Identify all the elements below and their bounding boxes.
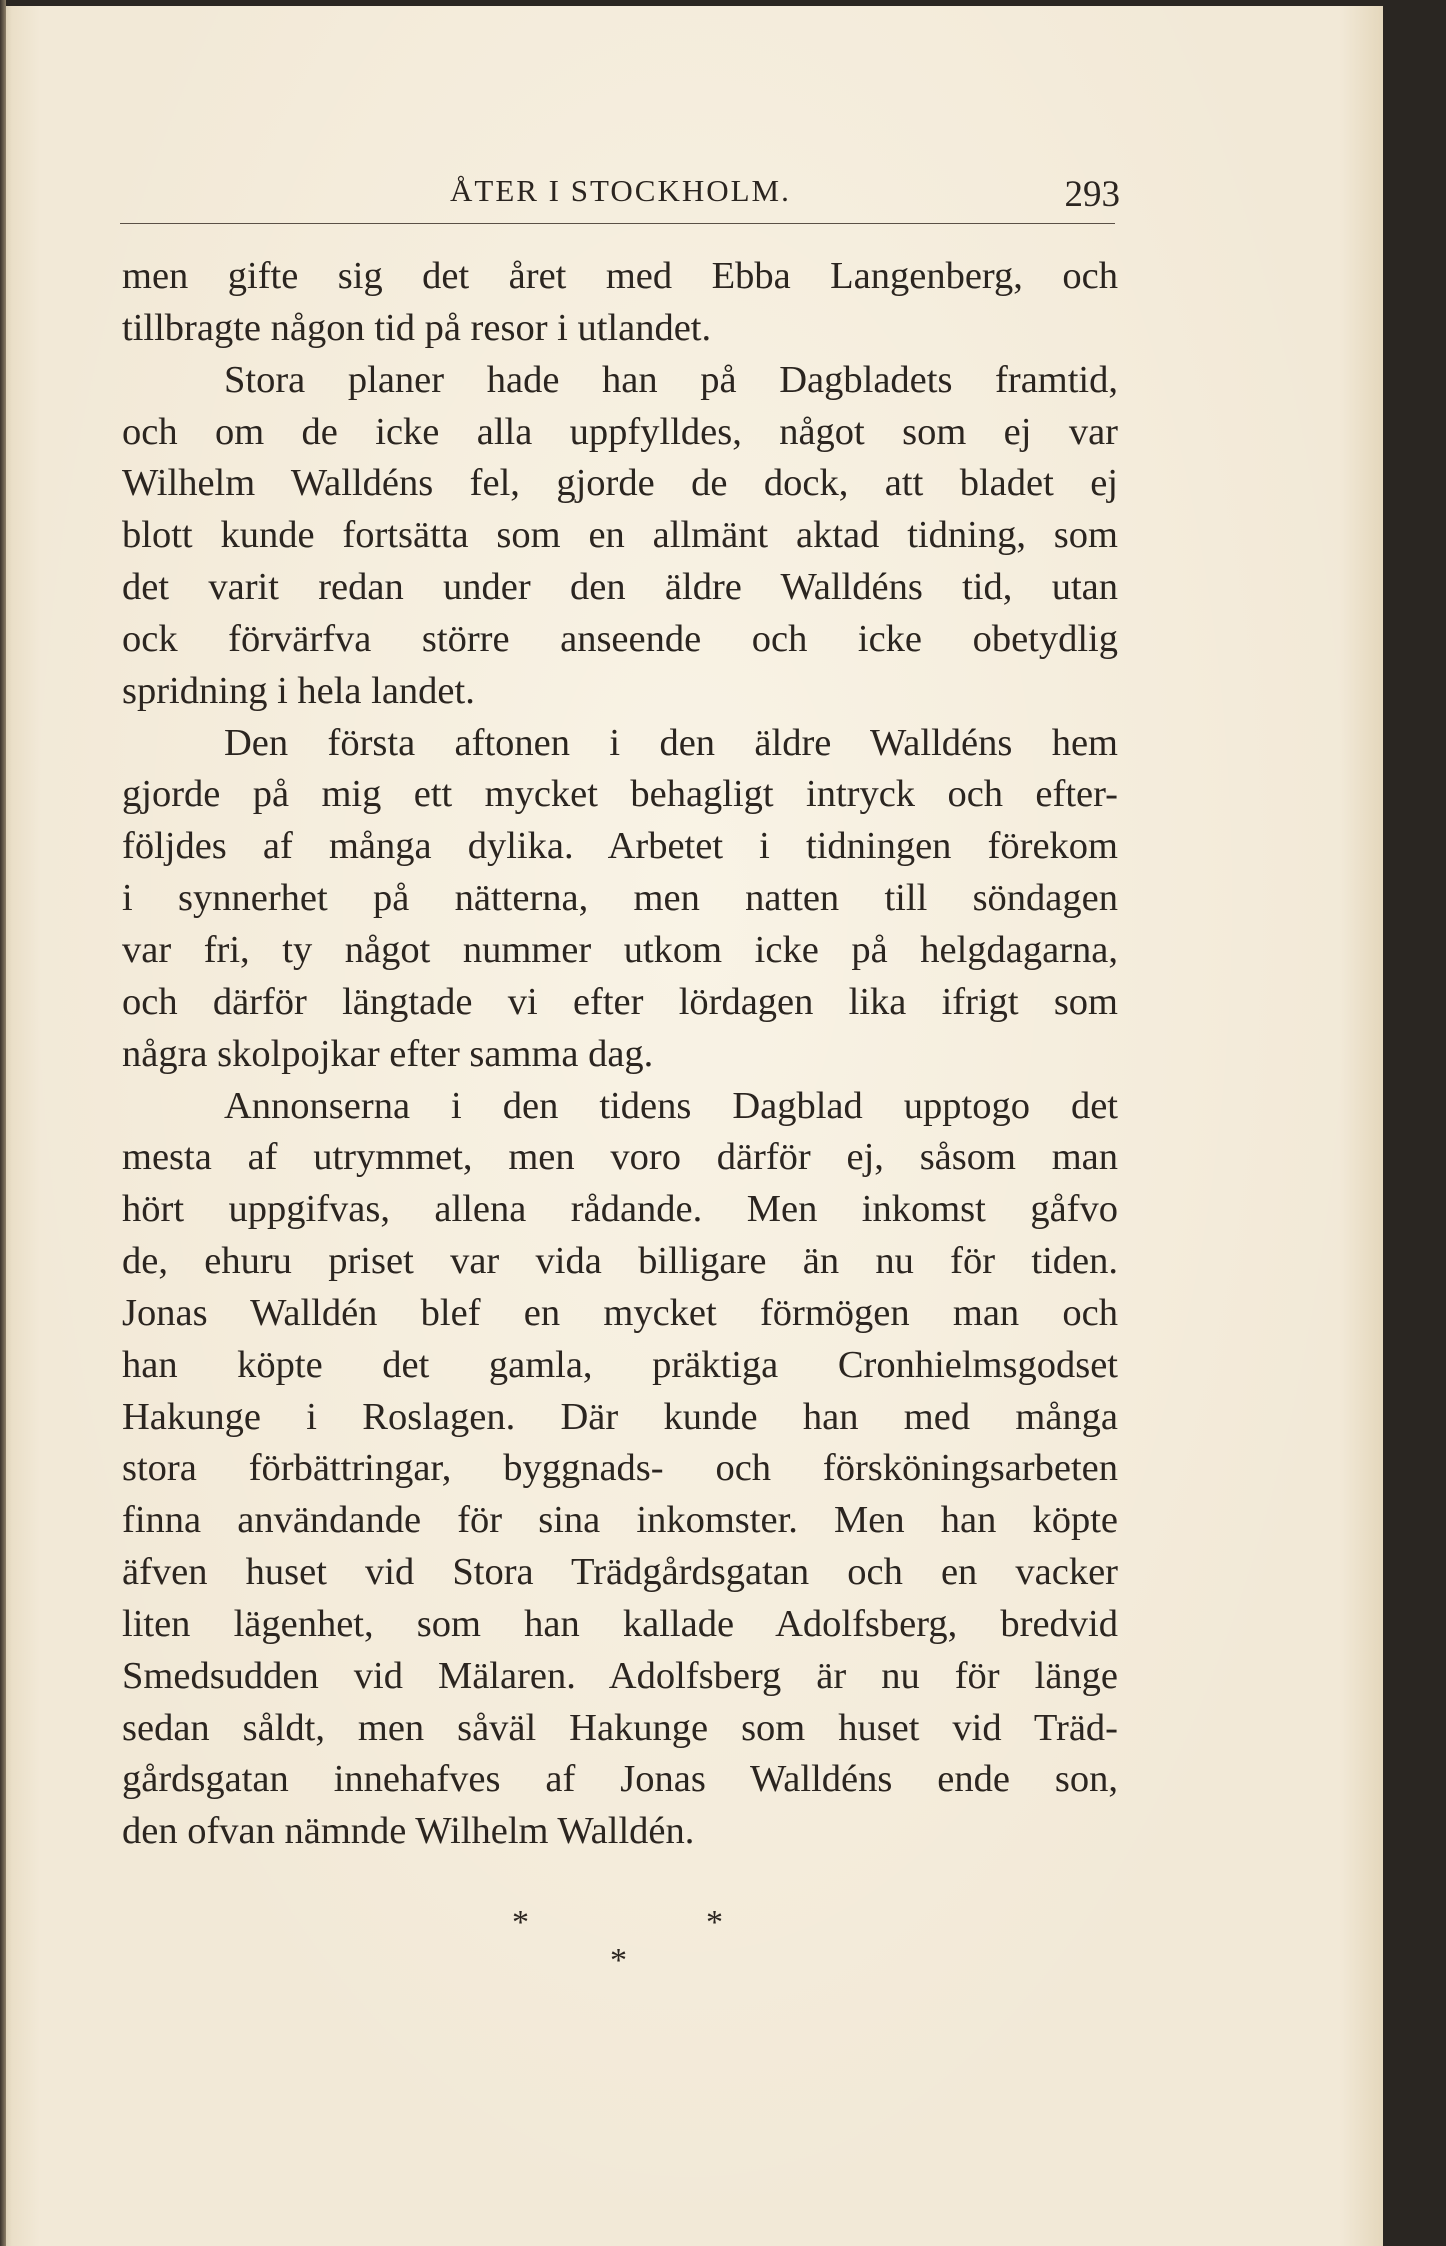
asterisk-left: * <box>512 1904 529 1941</box>
text-line: följdes af många dylika. Arbetet i tidningen förekom <box>122 825 1118 868</box>
text-line: stora förbättringar, byggnads- och försköningsarbeten <box>122 1447 1118 1490</box>
text-line: i synnerhet på nätterna, men natten till söndagen <box>122 877 1118 920</box>
asterisk-right: * <box>706 1904 723 1941</box>
asterisk-bottom: * <box>610 1942 627 1979</box>
text-line: Hakunge i Roslagen. Där kunde han med många <box>122 1395 1118 1438</box>
page-top-edge <box>0 0 1383 6</box>
text-line: Annonserna i den tidens Dagblad upptogo det <box>224 1084 1118 1127</box>
text-line: mesta af utrymmet, men voro därför ej, såsom man <box>122 1136 1118 1179</box>
text-line: tillbragte någon tid på resor i utlandet. <box>122 306 712 349</box>
text-line: Wilhelm Walldéns fel, gjorde de dock, att bladet ej <box>122 462 1118 505</box>
text-line: liten lägenhet, som han kallade Adolfsberg, bredvid <box>122 1602 1118 1645</box>
text-line: blott kunde fortsätta som en allmänt aktad tidning, som <box>122 514 1118 557</box>
text-line: gjorde på mig ett mycket behagligt intryck och efter- <box>122 773 1118 816</box>
text-line: och om de icke alla uppfylldes, något som ej var <box>122 410 1118 453</box>
text-line: den ofvan nämnde Wilhelm Walldén. <box>122 1810 695 1853</box>
text-line: finna användande för sina inkomster. Men han köpte <box>122 1499 1118 1542</box>
section-break-asterism <box>0 1890 1383 2000</box>
running-title: ÅTER I STOCKHOLM. <box>450 173 791 208</box>
text-line: ock förvärfva större anseende och icke obetydlig <box>122 617 1118 660</box>
text-line: äfven huset vid Stora Trädgårdsgatan och en vacker <box>122 1551 1118 1594</box>
text-line: några skolpojkar efter samma dag. <box>122 1032 654 1075</box>
text-line: det varit redan under den äldre Walldéns tid, utan <box>122 566 1118 609</box>
text-line: gårdsgatan innehafves af Jonas Walldéns ende son, <box>122 1758 1118 1801</box>
header-rule <box>120 223 1115 224</box>
text-line: Stora planer hade han på Dagbladets framtid, <box>224 358 1118 401</box>
text-line: de, ehuru priset var vida billigare än nu för tiden. <box>122 1240 1118 1283</box>
page-number: 293 <box>1064 174 1120 215</box>
text-line: sedan såldt, men såväl Hakunge som huset vid Träd- <box>122 1706 1118 1749</box>
text-line: Smedsudden vid Mälaren. Adolfsberg är nu för länge <box>122 1654 1118 1697</box>
text-line: han köpte det gamla, präktiga Cronhielmsgodset <box>122 1343 1118 1386</box>
text-line: men gifte sig det året med Ebba Langenberg, och <box>122 255 1118 297</box>
text-line: hört uppgifvas, allena rådande. Men inkomst gåfvo <box>122 1188 1118 1231</box>
running-header <box>120 165 1120 225</box>
text-line: var fri, ty något nummer utkom icke på helgdagarna, <box>122 928 1118 971</box>
body-text <box>122 251 1118 1858</box>
text-line: och därför längtade vi efter lördagen lika ifrigt som <box>122 980 1118 1023</box>
text-line: Jonas Walldén blef en mycket förmögen man och <box>122 1291 1118 1334</box>
text-line: Den första aftonen i den äldre Walldéns hem <box>224 721 1118 764</box>
text-line: spridning i hela landet. <box>122 669 475 712</box>
